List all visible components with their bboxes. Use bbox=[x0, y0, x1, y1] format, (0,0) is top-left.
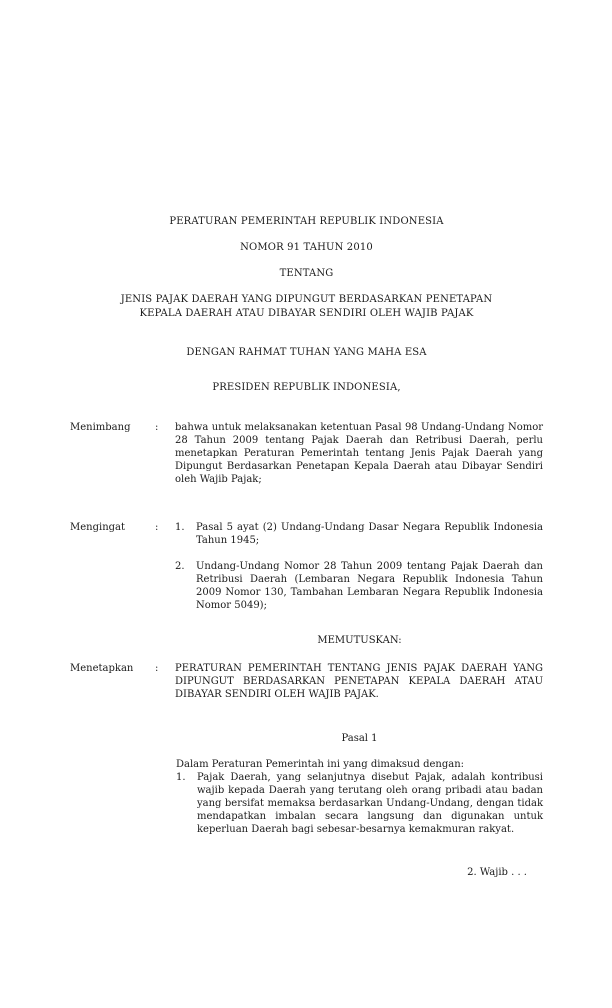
list-item bbox=[175, 521, 543, 547]
memutuskan-heading: MEMUTUSKAN: bbox=[317, 635, 402, 646]
list-item bbox=[175, 560, 543, 612]
title-line-blessing: DENGAN RAHMAT TUHAN YANG MAHA ESA bbox=[186, 347, 427, 358]
clause-menetapkan bbox=[70, 662, 543, 701]
pasal-1-body bbox=[176, 758, 543, 836]
list-spacer bbox=[175, 547, 543, 560]
document-title-block bbox=[70, 216, 543, 394]
title-line-number-year: NOMOR 91 TAHUN 2010 bbox=[240, 242, 373, 253]
list-item-marker: 1. bbox=[176, 772, 186, 783]
clause-mengingat-colon: : bbox=[155, 522, 159, 533]
clause-menimbang-colon: : bbox=[155, 422, 159, 433]
clause-menimbang bbox=[70, 421, 543, 486]
list-item-marker: 2. bbox=[175, 561, 185, 572]
title-line-subject-1: JENIS PAJAK DAERAH YANG DIPUNGUT BERDASARKAN PENETAPAN bbox=[120, 294, 493, 305]
clause-menimbang-label: Menimbang bbox=[70, 422, 131, 433]
clause-mengingat-label: Mengingat bbox=[70, 522, 126, 533]
pasal-1-lead-text: Dalam Peraturan Pemerintah ini yang dimaksud dengan: bbox=[176, 759, 465, 770]
clause-menetapkan-colon: : bbox=[155, 663, 159, 674]
clause-mengingat-list bbox=[175, 521, 543, 612]
list-item bbox=[176, 771, 543, 836]
clause-mengingat bbox=[70, 521, 543, 612]
list-item-text: Pasal 5 ayat (2) Undang-Undang Dasar Negara Republik Indonesia Tahun 1945; bbox=[196, 522, 543, 546]
pasal-1-heading: Pasal 1 bbox=[341, 733, 378, 744]
list-item-text: Pajak Daerah, yang selanjutnya disebut Pajak, adalah kontribusi wajib kepada Daerah yang terutang oleh orang pribadi atau badan yang bersifat memaksa berdasarkan Undang-Undang, dengan tidak mendapatkan imbalan secara langsung dan digunakan untuk keperluan Daerah bagi sebesar-besarnya kemakmuran rakyat. bbox=[197, 772, 543, 835]
title-line-president: PRESIDEN REPUBLIK INDONESIA, bbox=[212, 382, 401, 393]
list-item-marker: 1. bbox=[175, 522, 185, 533]
title-line-regulation-name: PERATURAN PEMERINTAH REPUBLIK INDONESIA bbox=[169, 216, 444, 227]
clause-menimbang-text: bahwa untuk melaksanakan ketentuan Pasal 98 Undang-Undang Nomor 28 Tahun 2009 tentang Pajak Daerah dan Retribusi Daerah, perlu menetapkan Peraturan Pemerintah tentang Jenis Pajak Daerah yang Dipungut Berdasarkan Penetapan Kepala Daerah atau Dibayar Sendiri oleh Wajib Pajak; bbox=[175, 422, 543, 485]
title-line-subject-2: KEPALA DAERAH ATAU DIBAYAR SENDIRI OLEH WAJIB PAJAK bbox=[139, 308, 474, 319]
clause-menetapkan-text: PERATURAN PEMERINTAH TENTANG JENIS PAJAK DAERAH YANG DIPUNGUT BERDASARKAN PENETAPAN KEPALA DAERAH ATAU DIBAYAR SENDIRI OLEH WAJIB PAJAK. bbox=[175, 663, 543, 700]
clause-menetapkan-label: Menetapkan bbox=[70, 663, 134, 674]
list-item-text: Undang-Undang Nomor 28 Tahun 2009 tentang Pajak Daerah dan Retribusi Daerah (Lembaran Negara Republik Indonesia Tahun 2009 Nomor 130, Tambahan Lembaran Negara Republik Indonesia Nomor 5049); bbox=[196, 561, 543, 611]
page-catchword: 2. Wajib . . . bbox=[467, 867, 527, 878]
title-line-about: TENTANG bbox=[279, 268, 334, 279]
